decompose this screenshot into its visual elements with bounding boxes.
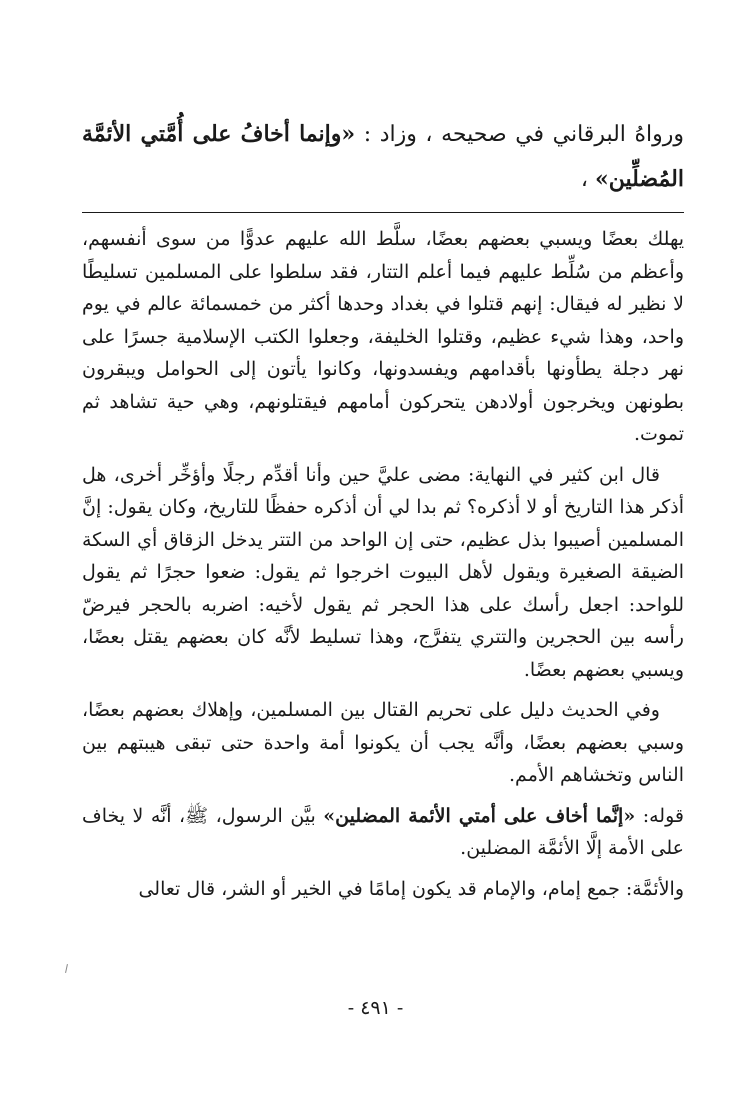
footnote-separator-rule <box>82 212 684 213</box>
commentary-paragraph-qawluhu <box>82 800 684 865</box>
page-body <box>82 112 684 905</box>
hadith-intro-text: ورواهُ البرقاني في صحيحه ، وزاد : <box>355 122 684 147</box>
commentary-paragraph-3: وفي الحديث دليل على تحريم القتال بين المسلمين، وإهلاك بعضهم بعضًا، وسبي بعضهم بعضًا، وأنَّه يجب أن يكونوا أمة واحدة حتى تبقى هيبتهم بين الناس وتخشاهم الأمم. <box>82 699 684 786</box>
hadith-addition <box>82 112 684 202</box>
hadith-quote-bold: «وإنما أخافُ على أُمَّتي الأئمَّة المُضلِّين» <box>82 121 684 192</box>
scan-speck <box>65 964 68 973</box>
qawluhu-explanation: بيَّن الرسول، ﷺ، أنَّه لا يخاف على الأمة إلَّا الأئمَّة المضلين. <box>82 804 684 859</box>
commentary-paragraph-aimma: والأئمَّة: جمع إمام، والإمام قد يكون إمامًا في الخير أو الشر، قال تعالى <box>138 877 684 900</box>
qawluhu-label: قوله: <box>635 804 684 827</box>
commentary-paragraph-1: يهلك بعضًا ويسبي بعضهم بعضًا، سلَّط الله عليهم عدوًّا من سوى أنفسهم، وأعظم من سُلِّط عليهم فيما أعلم التتار، فقد سلطوا على المسلمين تسليطًا لا نظير له فيقال: إنهم قتلوا في بغداد وحدها أكثر من خمسمائة عالم في يوم واحد، وهذا شيء عظيم، وقتلوا الخليفة، وجعلوا الكتب الإسلامية جسرًا على نهر دجلة يطأونها بأقدامهم ويفسدونها، وكانوا يأتون إلى الحوامل ويبقرون بطونهن ويخرجون أولادهن يتحركون أمامهم فيقتلونهم، وهي حية تشاهد ثم تموت. <box>82 228 684 445</box>
commentary-paragraph-2: قال ابن كثير في النهاية: مضى عليَّ حين وأنا أقدِّم رجلًا وأؤخِّر أخرى، هل أذكر هذا التاريخ أو لا أذكره؟ ثم بدا لي أن أذكره حفظًا للتاريخ، وكان يقول: إنَّ المسلمين أصيبوا بذل عظيم، حتى إن الواحد من التتر يدخل الزقاق أي السكة الضيقة الصغيرة ويقول لأهل البيوت اخرجوا ثم يقول: ضعوا حجرًا ثم يقول للواحد: اجعل رأسك على هذا الحجر ثم يقول لأخيه: اضربه بالحجر فيرضّ رأسه بين الحجرين والتتري يتفرَّج، وهذا تسليط لأنَّه كان بعضهم يقتل بعضًا، ويسبي بعضهم بعضًا. <box>82 463 684 681</box>
page-number: - ٤٩١ - <box>347 997 404 1019</box>
hadith-end-comma: ، <box>580 167 588 192</box>
qawluhu-quote-bold: «إنَّما أخاف على أمتي الأئمة المضلين» <box>323 804 636 827</box>
